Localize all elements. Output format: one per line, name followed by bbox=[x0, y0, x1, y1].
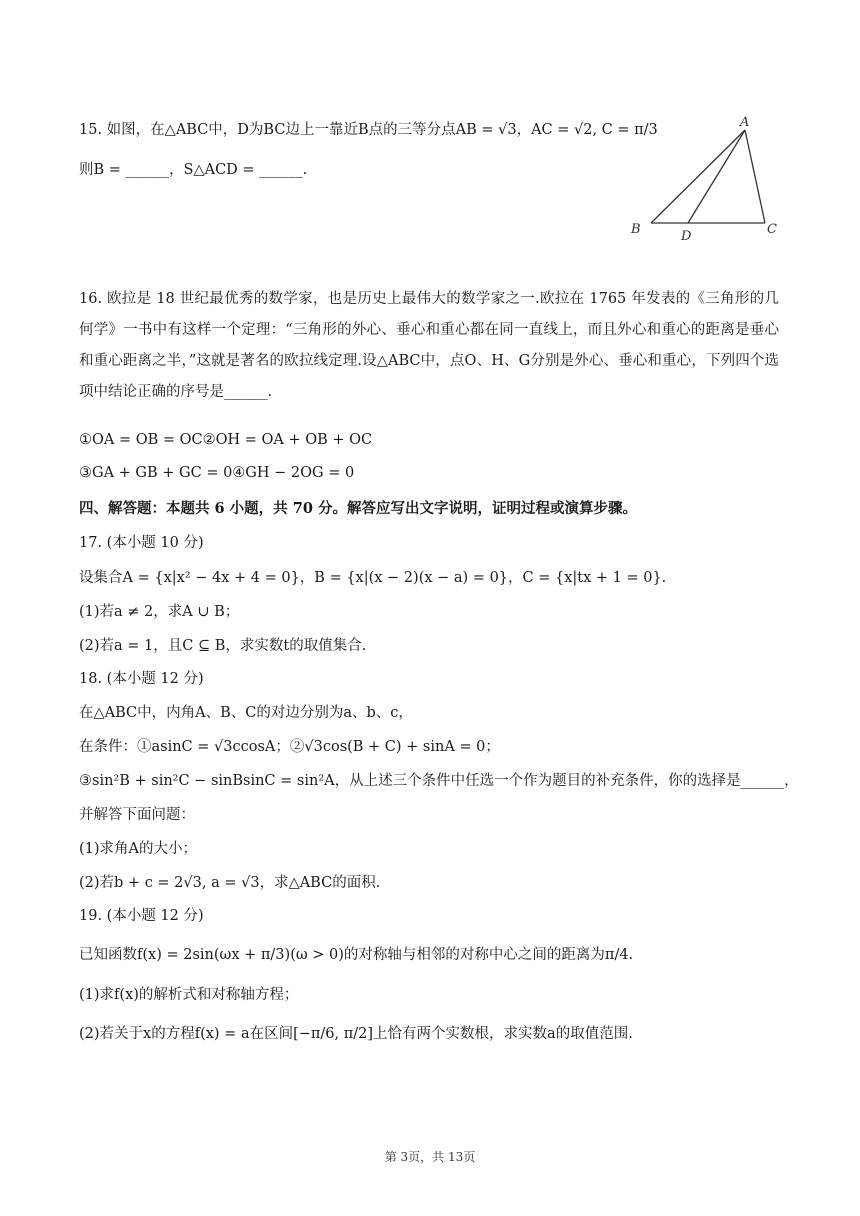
q16-options-1-2: ①OA = OB = OC②OH = OA + OB + OC bbox=[79, 432, 373, 448]
q19-heading: 19. (本小题 12 分) bbox=[79, 908, 204, 924]
q16-text: 16. 欧拉是 18 世纪最优秀的数学家，也是历史上最伟大的数学家之一.欧拉在 1765 年发表的《三角形的几何学》一书中有这样一个定理：“三角形的外心、垂心和重心都在同一直线上，而且外心和重心的距离是垂心和重心距离之半，”这就是著名的欧拉线定理.设△ABC中，点O、H、G分别是外心、垂心和重心，下列四个选项中结论正确的序号是______. bbox=[79, 291, 779, 400]
q18-heading: 18. (本小题 12 分) bbox=[79, 671, 204, 687]
triangle-figure bbox=[625, 110, 785, 245]
q19-part2: (2)若关于x的方程f(x) = a在区间[−π/6, π/2]上恰有两个实数根，求实数a的取值范围. bbox=[79, 1026, 633, 1042]
vertex-a-label: A bbox=[740, 115, 750, 130]
q19-stem: 已知函数f(x) = 2sin(ωx + π/3)(ω > 0)的对称轴与相邻的对称中心之间的距离为π/4. bbox=[79, 947, 634, 963]
page-footer: 第 3页，共 13页 bbox=[384, 1150, 476, 1164]
q19-part1: (1)求f(x)的解析式和对称轴方程； bbox=[79, 987, 299, 1003]
q17-stem: 设集合A = {x|x² − 4x + 4 = 0}，B = {x|(x − 2)(x − a) = 0}，C = {x|tx + 1 = 0}. bbox=[79, 570, 667, 586]
q18-stem: 在△ABC中，内角A、B、C的对边分别为a、b、c， bbox=[79, 705, 413, 721]
q18-conditions: 在条件：①asinC = √3ccosA；②√3cos(B + C) + sinA = 0； bbox=[79, 739, 500, 755]
q17-part1: (1)若a ≠ 2，求A ∪ B； bbox=[79, 604, 240, 620]
vertex-b-label: B bbox=[631, 222, 641, 237]
q16-options-3-4: ③GA + GB + GC = 0④GH − 2OG = 0 bbox=[79, 465, 355, 481]
point-d-label: D bbox=[681, 229, 692, 244]
section-4-heading: 四、解答题：本题共 6 小题，共 70 分。解答应写出文字说明，证明过程或演算步骤。 bbox=[79, 500, 637, 517]
vertex-c-label: C bbox=[767, 222, 777, 237]
q17-part2: (2)若a = 1，且C ⊆ B，求实数t的取值集合. bbox=[79, 638, 367, 654]
q15-line2: 则B = ______，S△ACD = ______. bbox=[79, 162, 308, 178]
q18-ask: 并解答下面问题： bbox=[79, 807, 195, 823]
q17-heading: 17. (本小题 10 分) bbox=[79, 535, 204, 551]
q15-line1: 15. 如图，在△ABC中，D为BC边上一靠近B点的三等分点AB = √3，AC = √2, C = π/3 bbox=[79, 122, 658, 138]
q18-condition-3: ③sin²B + sin²C − sinBsinC = sin²A，从上述三个条件中任选一个作为题目的补充条件，你的选择是______， bbox=[79, 773, 799, 789]
q18-part1: (1)求角A的大小； bbox=[79, 841, 198, 857]
q18-part2: (2)若b + c = 2√3, a = √3，求△ABC的面积. bbox=[79, 875, 381, 891]
